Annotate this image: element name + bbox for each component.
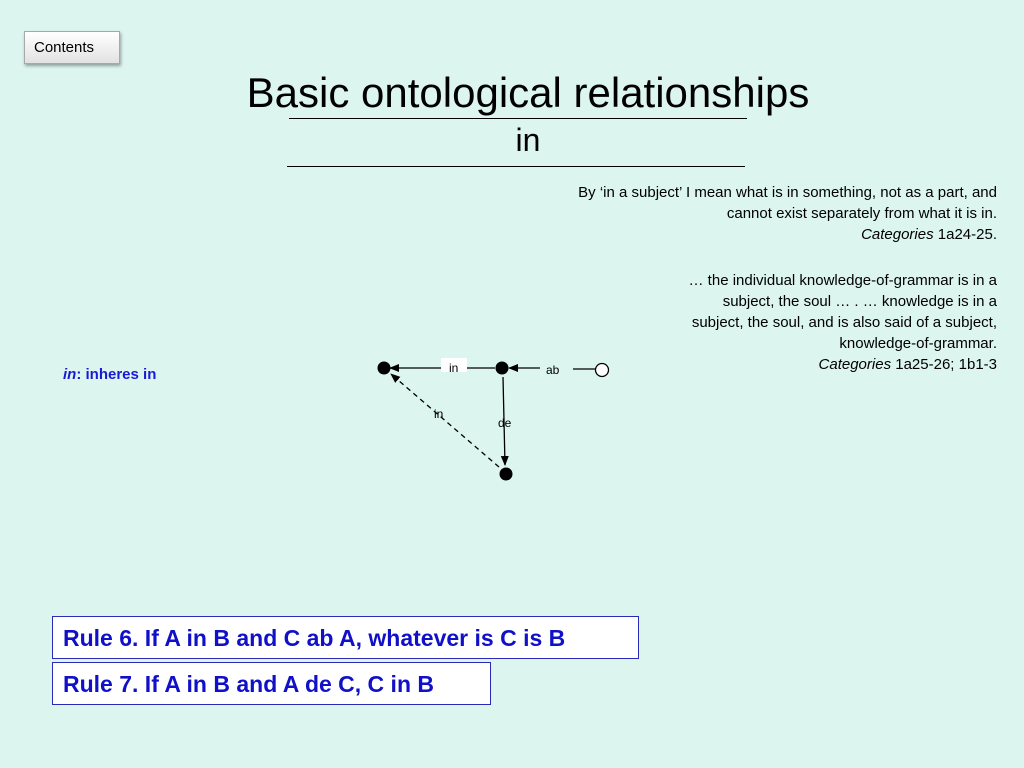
quote-line: knowledge-of-grammar. — [839, 335, 997, 352]
quote-line: subject, the soul, and is also said of a subject, — [691, 314, 997, 331]
citation-ref: 1a25-26; 1b1-3 — [891, 356, 997, 373]
node-left — [378, 362, 391, 375]
citation-title: Categories — [861, 226, 934, 243]
rule-7-box: Rule 7. If A in B and A de C, C in B — [52, 662, 491, 705]
definition-term: in — [63, 366, 77, 383]
edge-in-dashed — [391, 374, 499, 467]
citation-title: Categories — [818, 356, 892, 373]
rule-6-box: Rule 6. If A in B and C ab A, whatever is C is B — [52, 616, 639, 659]
page-subtitle: in — [515, 122, 541, 158]
quote-line: By ‘in a subject’ I mean what is in something, not as a part, and — [578, 184, 997, 201]
edge-label-de: de — [498, 416, 512, 430]
node-middle — [496, 362, 509, 375]
node-open — [596, 364, 609, 377]
page-title: Basic ontological relationships — [246, 69, 810, 116]
node-bottom — [500, 468, 513, 481]
definition-text: : inheres in — [76, 366, 157, 383]
quote-line: … the individual knowledge-of-grammar is in a — [688, 272, 997, 289]
contents-button[interactable]: Contents — [24, 31, 120, 64]
quote-line: cannot exist separately from what it is in. — [726, 205, 997, 222]
citation-ref: 1a24-25. — [933, 226, 997, 243]
edge-label-in-top: in — [449, 361, 459, 375]
edge-label-in-dashed: in — [434, 407, 444, 421]
edge-label-ab: ab — [546, 363, 560, 377]
quote-line: subject, the soul … . … knowledge is in a — [722, 293, 997, 310]
